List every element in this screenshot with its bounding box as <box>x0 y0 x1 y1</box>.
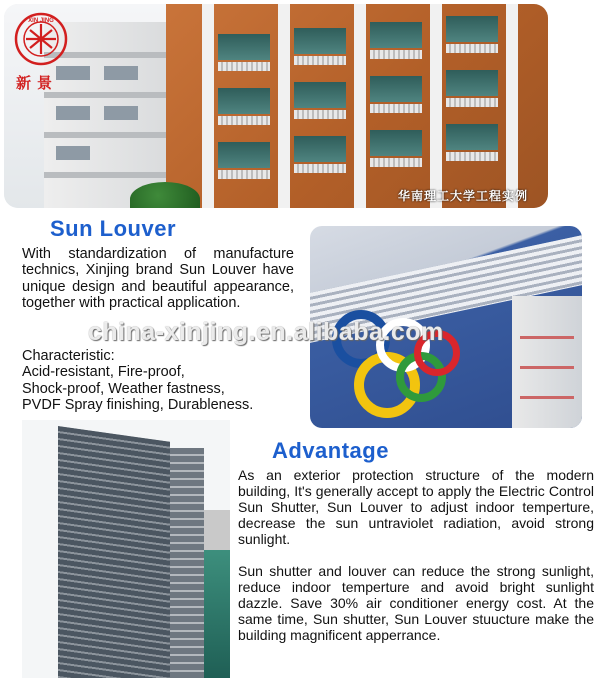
window-glass <box>446 16 498 42</box>
floor-slab <box>44 132 184 138</box>
floor-slab <box>44 172 184 178</box>
window-glass <box>370 22 422 48</box>
tower-louver-facade <box>58 426 170 678</box>
characteristic-line: Acid-resistant, Fire-proof, <box>22 364 185 381</box>
xinjing-logo-icon <box>14 12 68 66</box>
brand-chinese-name: 新景 <box>16 74 59 92</box>
window-glass <box>294 28 346 54</box>
window-glass <box>218 34 270 60</box>
window-glass <box>294 82 346 108</box>
window-glass <box>218 142 270 168</box>
louver-blade <box>218 170 270 179</box>
logo-text: XIN JING <box>28 18 54 24</box>
wall-stripe <box>520 366 574 369</box>
floor-slab <box>44 92 184 98</box>
wall-stripe <box>520 396 574 399</box>
louver-blade <box>446 98 498 107</box>
side-wall <box>512 296 582 428</box>
facade-column <box>430 4 442 208</box>
window-glass <box>446 70 498 96</box>
louver-blade <box>218 62 270 71</box>
wall-stripe <box>520 336 574 339</box>
facade-column <box>354 4 366 208</box>
louver-blade <box>446 44 498 53</box>
window-glass <box>370 76 422 102</box>
tower-side-face <box>170 448 204 678</box>
brick-facade <box>166 4 548 208</box>
louver-blade <box>294 56 346 65</box>
window <box>104 106 138 120</box>
sun-louver-heading: Sun Louver <box>50 216 177 241</box>
sun-louver-intro: With standardization of manufacture technics, Xinjing brand Sun Louver have unique design and beautiful appearance, together with practical application. <box>22 246 294 311</box>
facade-column <box>278 4 290 208</box>
window-glass <box>446 124 498 150</box>
louver-blade <box>218 116 270 125</box>
facade-column <box>506 4 518 208</box>
louver-blade <box>370 158 422 167</box>
louver-blade <box>294 110 346 119</box>
characteristic-line: PVDF Spray finishing, Durableness. <box>22 396 254 413</box>
photo-caption: 华南理工大学工程实例 <box>397 189 528 203</box>
facade-column <box>202 4 214 208</box>
window-glass <box>370 130 422 156</box>
advantage-paragraph-2: Sun shutter and louver can reduce the strong sunlight, reduce indoor temperture and avoid bright sunlight dazzle. Save 30% air conditioner energy cost. At the same time, Sun shutter, Sun Louver stuucture make the building magnificent apperrance. <box>238 563 594 643</box>
louver-blade <box>370 104 422 113</box>
window-glass <box>294 136 346 162</box>
tree <box>130 182 200 208</box>
window-glass <box>218 88 270 114</box>
window <box>56 146 90 160</box>
watermark: china-xinjing.en.alibaba.com <box>88 318 444 346</box>
window <box>104 66 138 80</box>
louver-blade <box>294 164 346 173</box>
characteristic-line: Characteristic: <box>22 348 115 364</box>
characteristic-line: Shock-proof, Weather fastness, <box>22 380 225 397</box>
window <box>56 106 90 120</box>
louver-blade <box>370 50 422 59</box>
characteristic-list <box>22 348 302 413</box>
louvered-tower-photo <box>22 420 230 678</box>
advantage-heading: Advantage <box>272 438 389 463</box>
window <box>56 66 90 80</box>
advantage-paragraph-1: As an exterior protection structure of the modern building, It's generally accept to apply the Electric Control Sun Shutter, Sun Louver to adjust indoor temperture, decrease the sun untraviolet radiation, avoid strong sunlight. <box>238 467 594 547</box>
louver-blade <box>446 152 498 161</box>
campus-building-photo <box>4 4 548 208</box>
